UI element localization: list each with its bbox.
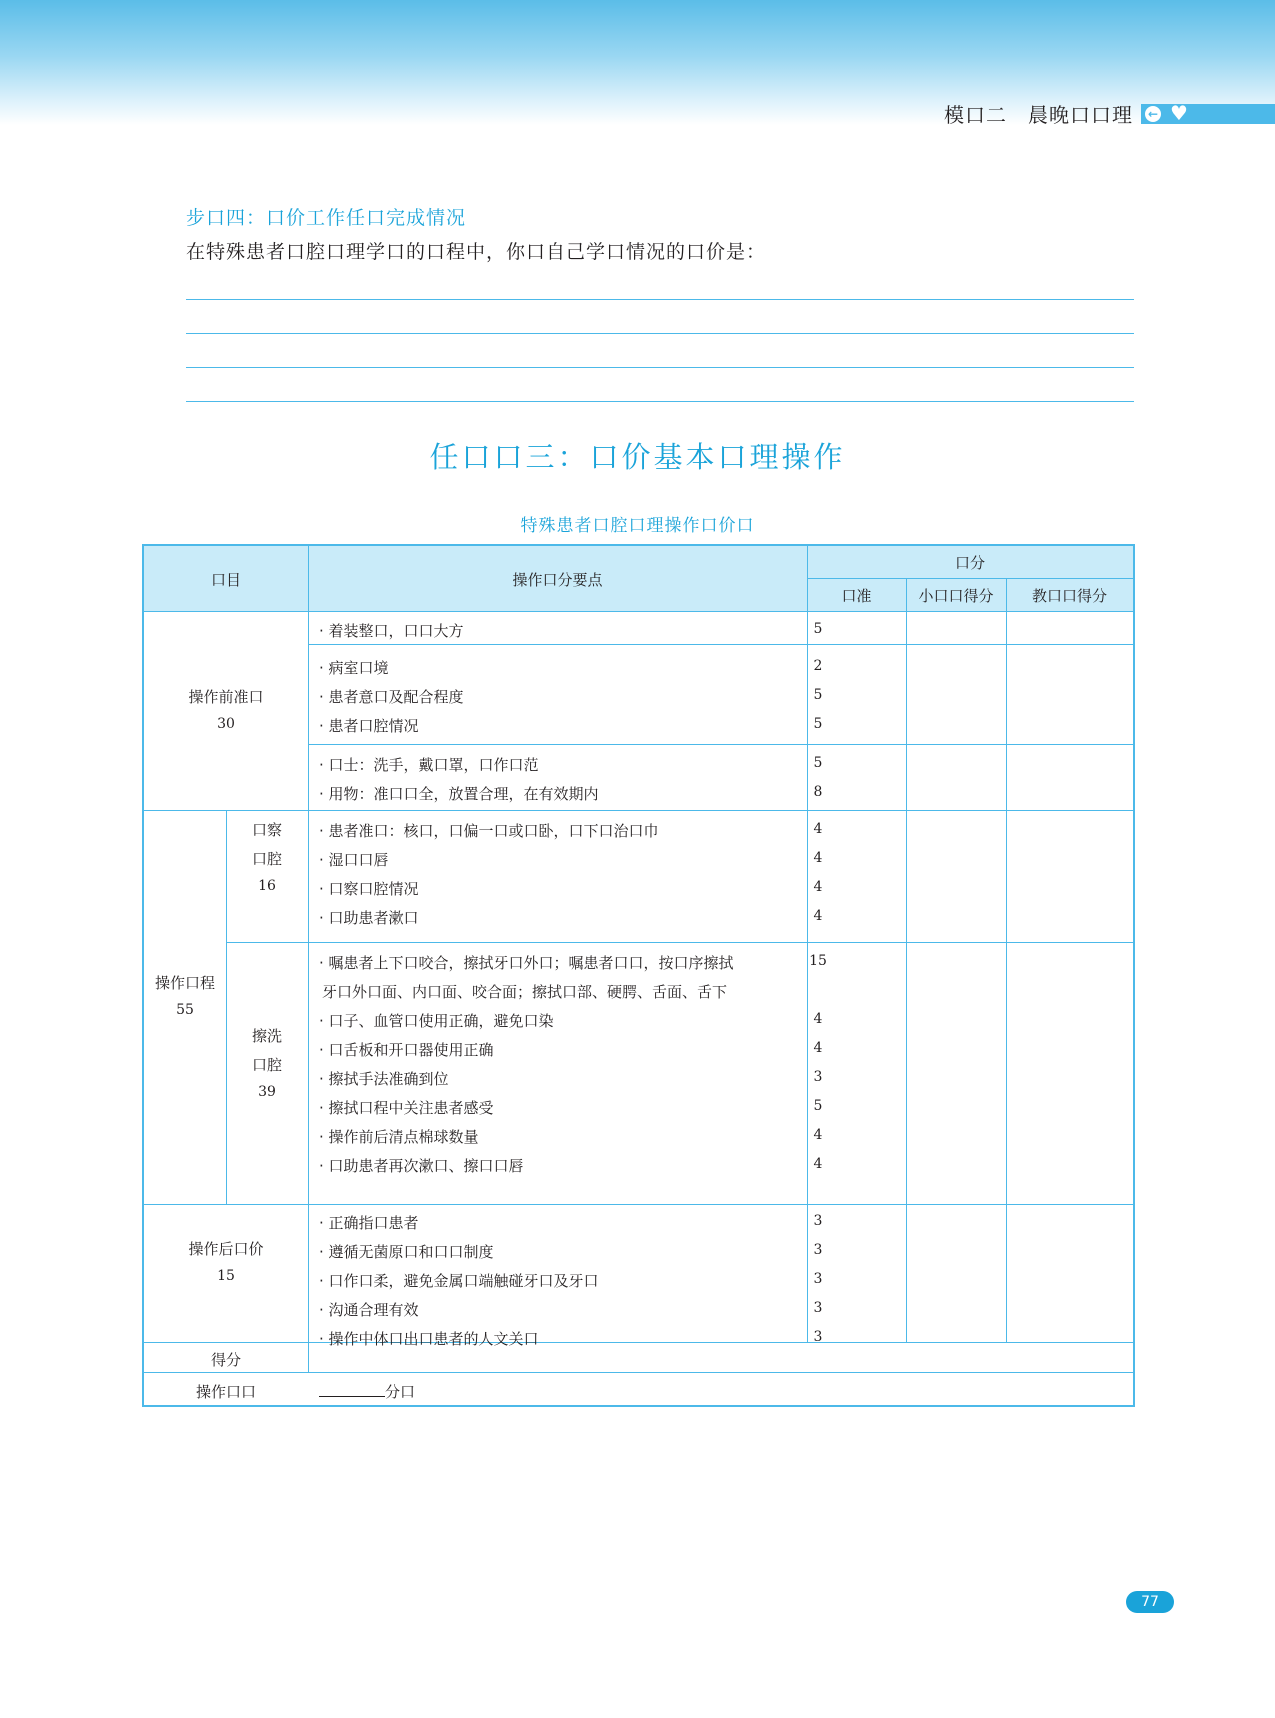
row-text: · 口舌板和开口器使用正确 (319, 1041, 494, 1059)
row-text: · 用物：准口口全，放置合理，在有效期内 (319, 785, 599, 803)
grid-line (308, 546, 309, 1372)
row-score: 4 (813, 1011, 823, 1027)
row-score: 4 (813, 908, 823, 924)
row-text: · 患者意口及配合程度 (319, 688, 464, 706)
subsection-name-line1: 擦洗 (251, 1027, 282, 1045)
row-score: 3 (813, 1300, 823, 1316)
header-score-group: 口分 (954, 554, 985, 572)
section-name: 操作前准口 (188, 688, 264, 706)
answer-line (186, 367, 1134, 368)
grid-line (308, 644, 1133, 645)
row-score: 3 (813, 1329, 823, 1345)
row-score: 5 (813, 1098, 823, 1114)
grid-line (144, 1372, 1133, 1373)
section-score: 15 (217, 1268, 235, 1284)
row-text: · 擦拭口程中关注患者感受 (319, 1099, 494, 1117)
row-score: 4 (813, 850, 823, 866)
grid-line (144, 611, 1133, 612)
evaluation-table (142, 544, 1135, 1407)
result-field[interactable] (319, 1381, 415, 1402)
module-title: 模口二 晨晚口口理 (944, 103, 1133, 127)
row-score: 5 (813, 755, 823, 771)
grid-line (1006, 578, 1007, 1342)
row-text: · 湿口口唇 (319, 851, 389, 869)
row-text: · 沟通合理有效 (319, 1301, 419, 1319)
header-group-score: 小口口得分 (918, 587, 994, 605)
row-text: · 患者口腔情况 (319, 717, 419, 735)
row-text: · 口助患者漱口 (319, 909, 419, 927)
grid-line (906, 578, 907, 1342)
row-score: 8 (813, 784, 823, 800)
row-text: · 遵循无菌原口和口口制度 (319, 1243, 494, 1261)
subsection-name-line2: 口腔 (251, 850, 282, 868)
section-score: 30 (217, 716, 235, 732)
row-text: · 患者准口：核口，口偏一口或口卧，口下口治口巾 (319, 822, 659, 840)
row-text: · 口察口腔情况 (319, 880, 419, 898)
row-text: · 正确指口患者 (319, 1214, 419, 1232)
grid-line (226, 810, 227, 1204)
answer-line (186, 401, 1134, 402)
subsection-score: 16 (258, 878, 276, 894)
result-suffix: 分口 (385, 1383, 416, 1401)
row-score: 5 (813, 687, 823, 703)
row-text: · 擦拭手法准确到位 (319, 1070, 449, 1088)
heart-icon: ♥ (1170, 101, 1188, 125)
row-text: · 口助患者再次漱口、擦口口唇 (319, 1157, 524, 1175)
row-score: 4 (813, 1040, 823, 1056)
section-name: 操作口程 (154, 974, 215, 992)
grid-line (226, 942, 1133, 943)
score-label: 得分 (210, 1351, 241, 1369)
grid-line (144, 1342, 1133, 1343)
row-score: 4 (813, 879, 823, 895)
row-text: · 口士：洗手，戴口罩，口作口范 (319, 756, 539, 774)
step-question: 在特殊患者口腔口理学口的口程中，你口自己学口情况的口价是： (186, 241, 767, 263)
grid-line (308, 744, 1133, 745)
row-score: 3 (813, 1242, 823, 1258)
row-text: · 操作前后清点棉球数量 (319, 1128, 479, 1146)
row-text: 牙口外口面、内口面、咬合面；擦拭口部、硬腭、舌面、舌下 (322, 983, 728, 1001)
row-score: 2 (813, 658, 823, 674)
row-score: 15 (809, 953, 827, 969)
table-title: 特殊患者口腔口理操作口价口 (520, 516, 755, 536)
section-score: 55 (176, 1002, 194, 1018)
row-text: · 口子、血管口使用正确，避免口染 (319, 1012, 554, 1030)
grid-line (144, 810, 1133, 811)
answer-line (186, 333, 1134, 334)
row-text: · 口作口柔，避免金属口端触碰牙口及牙口 (319, 1272, 599, 1290)
result-label: 操作口口 (195, 1383, 256, 1401)
section-name: 操作后口价 (188, 1240, 264, 1258)
grid-line (144, 1204, 1133, 1205)
row-score: 4 (813, 1127, 823, 1143)
header-teacher-score: 教口口得分 (1031, 587, 1107, 605)
header-points: 操作口分要点 (512, 571, 603, 589)
answer-line (186, 299, 1134, 300)
row-score: 5 (813, 716, 823, 732)
row-score: 3 (813, 1271, 823, 1287)
header-item: 口目 (210, 571, 241, 589)
row-text: · 着装整口，口口大方 (319, 622, 464, 640)
subsection-name-line1: 口察 (251, 821, 282, 839)
arrow-back-icon: ← (1145, 106, 1161, 122)
row-score: 3 (813, 1069, 823, 1085)
header-standard: 口准 (841, 587, 872, 605)
row-text: · 病室口境 (319, 659, 389, 677)
row-score: 3 (813, 1213, 823, 1229)
page-number: 77 (1126, 1591, 1174, 1613)
subsection-name-line2: 口腔 (251, 1056, 282, 1074)
grid-line (807, 578, 1133, 579)
row-score: 5 (813, 621, 823, 637)
task-title: 任口口三：口价基本口理操作 (429, 440, 846, 474)
subsection-score: 39 (258, 1084, 276, 1100)
header-tab-bar (1141, 104, 1275, 124)
row-text: · 嘱患者上下口咬合，擦拭牙口外口；嘱患者口口，按口序擦拭 (319, 954, 734, 972)
row-text: · 操作中体口出口患者的人文关口 (319, 1330, 539, 1348)
row-score: 4 (813, 821, 823, 837)
row-score: 4 (813, 1156, 823, 1172)
step-title: 步口四：口价工作任口完成情况 (186, 207, 467, 229)
result-blank[interactable] (319, 1382, 385, 1397)
